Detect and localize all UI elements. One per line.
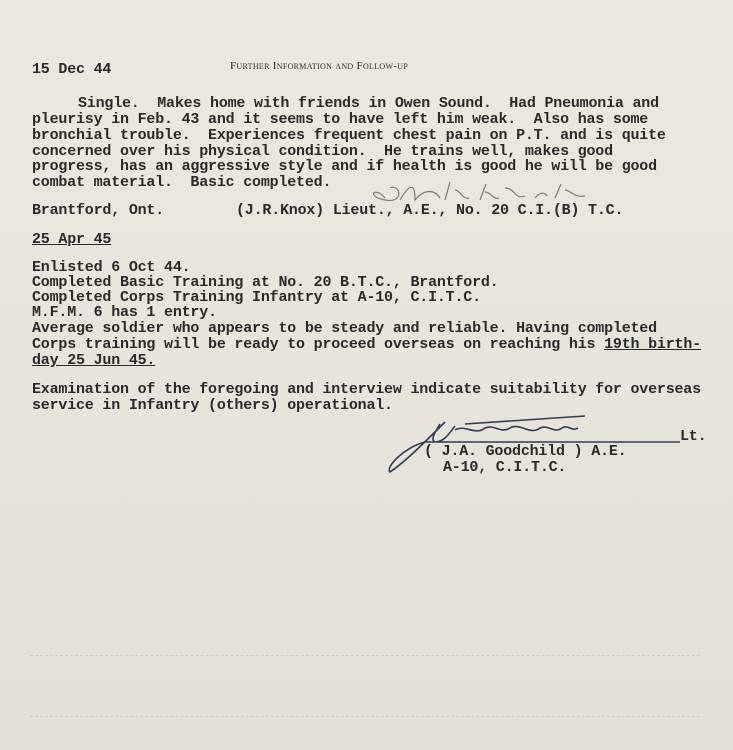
entry2-line: Completed Corps Training Infantry at A-10, C.I.T.C. (32, 289, 481, 306)
entry2-line: Completed Basic Training at No. 20 B.T.C., Brantford. (32, 274, 499, 291)
divider (30, 716, 700, 717)
entry2-line: Enlisted 6 Oct 44. (32, 259, 191, 276)
entry1-line: bronchial trouble. Experiences frequent chest pain on P.T. and is quite (32, 127, 666, 144)
entry2-signer: ( J.A. Goodchild ) A.E. (424, 443, 627, 460)
entry1-line: Single. Makes home with friends in Owen Sound. Had Pneumonia and (78, 95, 659, 112)
entry1-line: concerned over his physical condition. He trains well, makes good (32, 143, 613, 160)
entry1-line: combat material. Basic completed. (32, 174, 332, 191)
entry-date: 15 Dec 44 (32, 61, 112, 78)
entry2-line: day 25 Jun 45. (32, 352, 156, 369)
conclusion-line: Examination of the foregoing and interview indicate suitability for overseas (32, 381, 701, 398)
signer-rank: Lt. (680, 428, 707, 445)
page-title: Further Information and Follow-up (230, 60, 409, 72)
conclusion-line: service in Infantry (others) operational. (32, 397, 393, 414)
entry2-date: 25 Apr 45 (32, 231, 112, 248)
entry1-line: progress, has an aggressive style and if health is good he will be good (32, 158, 657, 175)
birthday-underlined: 19th birth- (604, 336, 701, 353)
entry1-line: pleurisy in Feb. 43 and it seems to have left him weak. Also has some (32, 111, 649, 128)
entry1-signer: (J.R.Knox) Lieut., A.E., No. 20 C.I.(B) T.C. (236, 202, 624, 219)
entry2-unit: A-10, C.I.T.C. (443, 459, 567, 476)
entry2-line: M.F.M. 6 has 1 entry. (32, 304, 217, 321)
entry2-line-text: Corps training will be ready to proceed overseas on reaching his (32, 336, 605, 353)
entry1-location: Brantford, Ont. (32, 202, 165, 219)
entry2-line: Average soldier who appears to be steady and reliable. Having completed (32, 320, 657, 337)
entry2-line (32, 337, 701, 353)
divider (30, 655, 700, 656)
